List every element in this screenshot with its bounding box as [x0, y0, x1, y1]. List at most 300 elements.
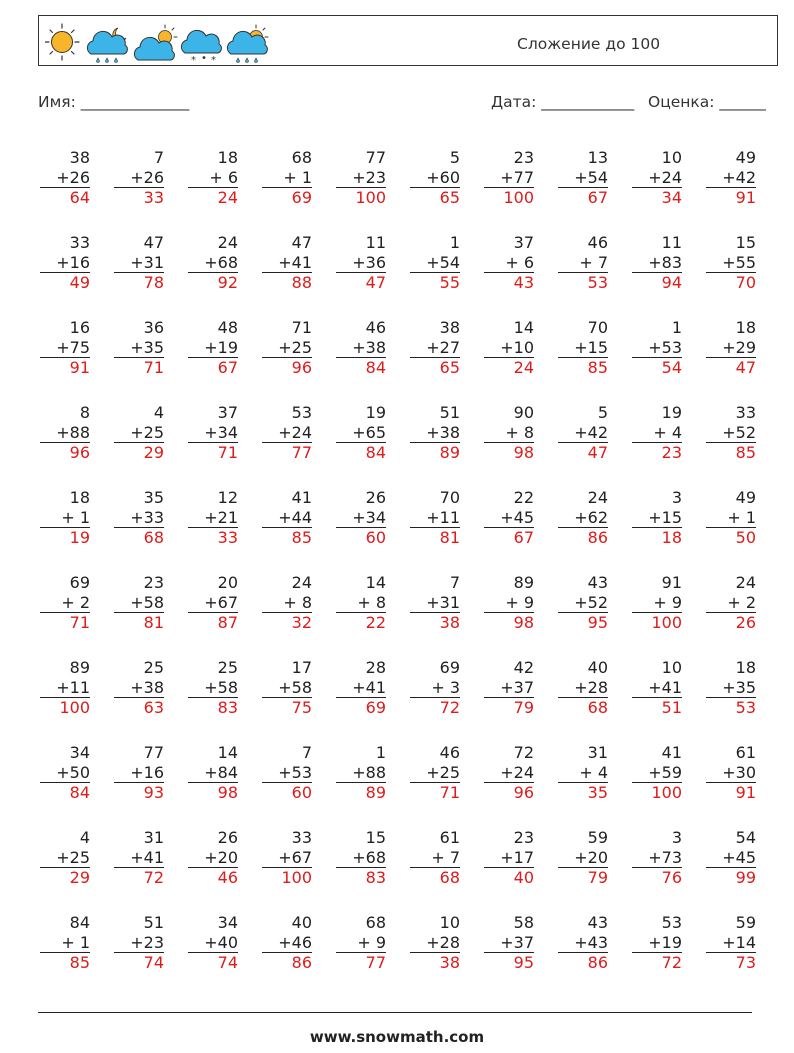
problem-answer[interactable]: 78: [143, 273, 164, 292]
problem-answer[interactable]: 29: [143, 443, 164, 462]
problem-addend-1: 14: [217, 743, 238, 762]
problem-addend-2: +15: [632, 508, 682, 529]
problem-addend-1: 31: [143, 828, 164, 847]
problem-addend-1: 10: [661, 148, 682, 167]
problem-addend-2: + 3: [410, 678, 460, 699]
addition-problem: [484, 828, 534, 888]
addition-problem: [410, 318, 460, 378]
problem-row: [40, 148, 766, 233]
cloud-sun-rain-icon-2: [227, 25, 268, 63]
problem-answer[interactable]: 79: [587, 868, 608, 887]
problem-answer[interactable]: 49: [69, 273, 90, 292]
problem-addend-1: 26: [217, 828, 238, 847]
problem-answer[interactable]: 91: [735, 783, 756, 802]
problem-answer[interactable]: 67: [217, 358, 238, 377]
problem-answer[interactable]: 100: [355, 188, 386, 207]
problem-addend-1: 5: [597, 403, 608, 422]
problem-answer[interactable]: 89: [365, 783, 386, 802]
addition-problem: [558, 488, 608, 548]
problem-answer[interactable]: 18: [661, 528, 682, 547]
problem-addend-1: 47: [291, 233, 312, 252]
addition-problem: [706, 913, 756, 973]
problem-answer[interactable]: 96: [69, 443, 90, 462]
addition-problem: [632, 743, 682, 803]
problem-addend-2: + 2: [40, 593, 90, 614]
addition-problem: [262, 233, 312, 293]
problem-addend-2: +31: [114, 253, 164, 274]
problem-answer[interactable]: 98: [513, 613, 534, 632]
problem-answer[interactable]: 22: [365, 613, 386, 632]
problem-addend-2: +25: [40, 848, 90, 869]
problem-answer[interactable]: 43: [513, 273, 534, 292]
problem-answer[interactable]: 85: [69, 953, 90, 972]
problem-addend-1: 3: [671, 488, 682, 507]
problem-addend-1: 15: [365, 828, 386, 847]
problem-answer[interactable]: 98: [217, 783, 238, 802]
problem-row: [40, 488, 766, 573]
problem-answer[interactable]: 86: [291, 953, 312, 972]
addition-problem: [114, 403, 164, 463]
problem-addend-2: +58: [114, 593, 164, 614]
problem-addend-2: +73: [632, 848, 682, 869]
problem-answer[interactable]: 95: [513, 953, 534, 972]
grade-field[interactable]: Оценка: ______: [648, 93, 766, 111]
problem-addend-1: 68: [291, 148, 312, 167]
addition-problem: [114, 573, 164, 633]
problem-addend-2: +17: [484, 848, 534, 869]
problem-answer[interactable]: 100: [281, 868, 312, 887]
problem-addend-2: + 4: [632, 423, 682, 444]
addition-problem: [336, 233, 386, 293]
problem-addend-1: 90: [513, 403, 534, 422]
problem-addend-1: 49: [735, 488, 756, 507]
addition-problem: [558, 658, 608, 718]
problem-addend-2: +68: [336, 848, 386, 869]
problem-answer[interactable]: 71: [217, 443, 238, 462]
problem-answer[interactable]: 79: [513, 698, 534, 717]
problem-answer[interactable]: 88: [291, 273, 312, 292]
problem-addend-1: 77: [143, 743, 164, 762]
problem-answer[interactable]: 85: [291, 528, 312, 547]
problem-answer[interactable]: 94: [661, 273, 682, 292]
problem-answer[interactable]: 72: [439, 698, 460, 717]
problem-addend-1: 46: [365, 318, 386, 337]
addition-problem: [484, 403, 534, 463]
problem-answer[interactable]: 84: [365, 358, 386, 377]
problem-addend-1: 12: [217, 488, 238, 507]
problem-answer[interactable]: 85: [735, 443, 756, 462]
problem-addend-2: +46: [262, 933, 312, 954]
problem-answer[interactable]: 47: [587, 443, 608, 462]
problem-answer[interactable]: 81: [439, 528, 460, 547]
addition-problem: [484, 148, 534, 208]
problem-addend-1: 25: [143, 658, 164, 677]
addition-problem: [188, 743, 238, 803]
problem-addend-1: 10: [439, 913, 460, 932]
problem-answer[interactable]: 100: [651, 613, 682, 632]
problem-answer[interactable]: 100: [503, 188, 534, 207]
addition-problem: [632, 318, 682, 378]
problem-answer[interactable]: 96: [513, 783, 534, 802]
problem-addend-1: 31: [587, 743, 608, 762]
problem-addend-1: 37: [217, 403, 238, 422]
problem-addend-1: 51: [143, 913, 164, 932]
problem-addend-2: + 9: [632, 593, 682, 614]
addition-problem: [40, 403, 90, 463]
problem-addend-1: 34: [217, 913, 238, 932]
problem-answer[interactable]: 71: [69, 613, 90, 632]
problem-answer[interactable]: 46: [217, 868, 238, 887]
addition-problem: [262, 318, 312, 378]
addition-problem: [188, 233, 238, 293]
problem-answer[interactable]: 67: [513, 528, 534, 547]
problem-answer[interactable]: 63: [143, 698, 164, 717]
problem-row: [40, 233, 766, 318]
addition-problem: [114, 828, 164, 888]
addition-problem: [558, 573, 608, 633]
problem-addend-2: +24: [262, 423, 312, 444]
problem-answer[interactable]: 19: [69, 528, 90, 547]
problem-answer[interactable]: 95: [587, 613, 608, 632]
addition-problem: [262, 573, 312, 633]
addition-problem: [706, 488, 756, 548]
problem-addend-1: 53: [661, 913, 682, 932]
problem-answer[interactable]: 26: [735, 613, 756, 632]
problem-addend-2: +28: [558, 678, 608, 699]
problem-answer[interactable]: 33: [143, 188, 164, 207]
problem-addend-1: 24: [735, 573, 756, 592]
problem-answer[interactable]: 50: [735, 528, 756, 547]
svg-text:*: *: [211, 55, 216, 64]
problem-row: [40, 573, 766, 658]
problem-answer[interactable]: 77: [365, 953, 386, 972]
problem-addend-1: 24: [291, 573, 312, 592]
addition-problem: [336, 658, 386, 718]
problem-answer[interactable]: 87: [217, 613, 238, 632]
problem-answer[interactable]: 55: [439, 273, 460, 292]
addition-problem: [336, 573, 386, 633]
problem-addend-2: +36: [336, 253, 386, 274]
addition-problem: [558, 403, 608, 463]
problem-answer[interactable]: 73: [735, 953, 756, 972]
problem-addend-1: 49: [735, 148, 756, 167]
problem-addend-1: 16: [69, 318, 90, 337]
addition-problem: [410, 233, 460, 293]
problem-addend-1: 36: [143, 318, 164, 337]
addition-problem: [410, 403, 460, 463]
problem-answer[interactable]: 68: [439, 868, 460, 887]
addition-problem: [484, 233, 534, 293]
problem-addend-1: 23: [513, 148, 534, 167]
problem-addend-2: +10: [484, 338, 534, 359]
problem-answer[interactable]: 72: [661, 953, 682, 972]
problem-addend-2: +44: [262, 508, 312, 529]
problem-addend-2: +88: [336, 763, 386, 784]
addition-problem: [188, 658, 238, 718]
problem-answer[interactable]: 68: [143, 528, 164, 547]
problem-answer[interactable]: 29: [69, 868, 90, 887]
addition-problem: [40, 573, 90, 633]
problem-addend-2: +25: [410, 763, 460, 784]
problem-addend-2: +41: [336, 678, 386, 699]
problem-row: [40, 913, 766, 998]
problem-answer[interactable]: 84: [365, 443, 386, 462]
problem-addend-2: +58: [262, 678, 312, 699]
problem-addend-2: + 8: [484, 423, 534, 444]
problem-answer[interactable]: 47: [735, 358, 756, 377]
problem-addend-1: 7: [153, 148, 164, 167]
problem-addend-2: + 4: [558, 763, 608, 784]
problem-answer[interactable]: 65: [439, 358, 460, 377]
problem-answer[interactable]: 47: [365, 273, 386, 292]
problem-addend-1: 33: [735, 403, 756, 422]
problem-addend-1: 19: [365, 403, 386, 422]
problem-addend-2: +23: [336, 168, 386, 189]
problem-addend-2: + 7: [410, 848, 460, 869]
problem-addend-1: 33: [69, 233, 90, 252]
sun-icon: [45, 24, 79, 60]
problem-addend-1: 18: [735, 658, 756, 677]
problem-addend-1: 18: [69, 488, 90, 507]
problem-answer[interactable]: 76: [661, 868, 682, 887]
addition-problem: [484, 488, 534, 548]
problem-answer[interactable]: 72: [143, 868, 164, 887]
addition-problem: [336, 743, 386, 803]
problem-answer[interactable]: 91: [69, 358, 90, 377]
problem-addend-1: 18: [217, 148, 238, 167]
addition-problem: [40, 658, 90, 718]
problem-addend-1: 61: [439, 828, 460, 847]
problem-answer[interactable]: 81: [143, 613, 164, 632]
problem-answer[interactable]: 100: [651, 783, 682, 802]
addition-problem: [558, 828, 608, 888]
problem-addend-1: 48: [217, 318, 238, 337]
addition-problem: [188, 573, 238, 633]
problem-addend-2: +42: [558, 423, 608, 444]
problem-answer[interactable]: 40: [513, 868, 534, 887]
addition-problem: [188, 148, 238, 208]
problem-addend-2: +40: [188, 933, 238, 954]
problem-addend-2: +19: [188, 338, 238, 359]
problem-answer[interactable]: 53: [735, 698, 756, 717]
problem-answer[interactable]: 71: [143, 358, 164, 377]
problem-addend-2: +29: [706, 338, 756, 359]
problem-answer[interactable]: 38: [439, 613, 460, 632]
problem-addend-2: +43: [558, 933, 608, 954]
problem-answer[interactable]: 69: [291, 188, 312, 207]
problem-answer[interactable]: 89: [439, 443, 460, 462]
problem-answer[interactable]: 77: [291, 443, 312, 462]
problem-addend-2: +88: [40, 423, 90, 444]
problem-answer[interactable]: 33: [217, 528, 238, 547]
problem-addend-1: 59: [587, 828, 608, 847]
problem-addend-1: 37: [513, 233, 534, 252]
problem-answer[interactable]: 92: [217, 273, 238, 292]
problem-answer[interactable]: 84: [69, 783, 90, 802]
problem-addend-1: 1: [449, 233, 460, 252]
problem-addend-1: 38: [439, 318, 460, 337]
addition-problem: [410, 488, 460, 548]
problem-answer[interactable]: 60: [291, 783, 312, 802]
addition-problem: [188, 488, 238, 548]
problem-answer[interactable]: 64: [69, 188, 90, 207]
problem-answer[interactable]: 86: [587, 953, 608, 972]
problem-addend-2: +34: [336, 508, 386, 529]
problem-addend-2: + 9: [484, 593, 534, 614]
problem-addend-2: +67: [262, 848, 312, 869]
problem-addend-1: 4: [153, 403, 164, 422]
problem-addend-1: 14: [365, 573, 386, 592]
problem-answer[interactable]: 23: [661, 443, 682, 462]
svg-text:•: •: [201, 53, 207, 64]
problem-row: [40, 318, 766, 403]
problem-answer[interactable]: 65: [439, 188, 460, 207]
addition-problem: [706, 743, 756, 803]
addition-problem: [262, 403, 312, 463]
problem-addend-1: 15: [735, 233, 756, 252]
addition-problem: [558, 318, 608, 378]
problem-addend-2: +16: [114, 763, 164, 784]
addition-problem: [114, 318, 164, 378]
addition-problem: [336, 913, 386, 973]
problem-addend-1: 11: [365, 233, 386, 252]
problem-addend-1: 1: [375, 743, 386, 762]
problem-answer[interactable]: 69: [365, 698, 386, 717]
problem-answer[interactable]: 53: [587, 273, 608, 292]
problem-addend-2: +38: [114, 678, 164, 699]
addition-problem: [262, 743, 312, 803]
problem-answer[interactable]: 91: [735, 188, 756, 207]
problem-addend-2: +62: [558, 508, 608, 529]
problem-answer[interactable]: 68: [587, 698, 608, 717]
problem-answer[interactable]: 86: [587, 528, 608, 547]
addition-problem: [114, 233, 164, 293]
problem-addend-2: +59: [632, 763, 682, 784]
problem-addend-1: 59: [735, 913, 756, 932]
addition-problem: [40, 233, 90, 293]
problem-answer[interactable]: 54: [661, 358, 682, 377]
problem-addend-1: 35: [143, 488, 164, 507]
addition-problem: [114, 148, 164, 208]
problem-answer[interactable]: 74: [143, 953, 164, 972]
addition-problem: [706, 403, 756, 463]
problem-addend-1: 5: [449, 148, 460, 167]
problem-addend-1: 68: [365, 913, 386, 932]
problem-answer[interactable]: 74: [217, 953, 238, 972]
problem-row: [40, 658, 766, 743]
problem-addend-1: 47: [143, 233, 164, 252]
problem-answer[interactable]: 67: [587, 188, 608, 207]
problem-addend-2: + 2: [706, 593, 756, 614]
problem-addend-1: 11: [661, 233, 682, 252]
addition-problem: [632, 488, 682, 548]
addition-problem: [188, 828, 238, 888]
problem-answer[interactable]: 99: [735, 868, 756, 887]
name-field[interactable]: Имя: ______________: [38, 93, 190, 111]
problem-answer[interactable]: 100: [59, 698, 90, 717]
problem-addend-2: +41: [114, 848, 164, 869]
problem-addend-2: + 1: [262, 168, 312, 189]
problem-addend-2: +25: [262, 338, 312, 359]
addition-problem: [188, 913, 238, 973]
addition-problem: [262, 913, 312, 973]
problem-addend-1: 17: [291, 658, 312, 677]
problem-answer[interactable]: 93: [143, 783, 164, 802]
problem-addend-2: + 9: [336, 933, 386, 954]
addition-problem: [410, 828, 460, 888]
problem-answer[interactable]: 70: [735, 273, 756, 292]
date-field[interactable]: Дата: ____________: [491, 93, 635, 111]
addition-problem: [632, 233, 682, 293]
problem-addend-1: 91: [661, 573, 682, 592]
problem-addend-2: +52: [558, 593, 608, 614]
cloud-sun-rain-icon: [87, 28, 127, 63]
addition-problem: [410, 658, 460, 718]
problem-answer[interactable]: 83: [217, 698, 238, 717]
addition-problem: [632, 828, 682, 888]
problem-answer[interactable]: 38: [439, 953, 460, 972]
problem-addend-1: 40: [587, 658, 608, 677]
problem-answer[interactable]: 98: [513, 443, 534, 462]
problem-addend-2: +38: [410, 423, 460, 444]
problem-answer[interactable]: 35: [587, 783, 608, 802]
problem-answer[interactable]: 34: [661, 188, 682, 207]
problem-addend-2: +24: [484, 763, 534, 784]
problem-addend-2: +58: [188, 678, 238, 699]
problem-addend-1: 70: [587, 318, 608, 337]
problem-addend-2: +45: [706, 848, 756, 869]
problem-answer[interactable]: 71: [439, 783, 460, 802]
addition-problem: [558, 233, 608, 293]
problem-addend-1: 1: [671, 318, 682, 337]
addition-problem: [188, 403, 238, 463]
problem-answer[interactable]: 85: [587, 358, 608, 377]
problem-addend-1: 70: [439, 488, 460, 507]
problem-answer[interactable]: 24: [217, 188, 238, 207]
problem-answer[interactable]: 96: [291, 358, 312, 377]
problem-addend-1: 24: [587, 488, 608, 507]
problem-addend-1: 53: [291, 403, 312, 422]
addition-problem: [632, 148, 682, 208]
problem-addend-1: 51: [439, 403, 460, 422]
problem-addend-2: + 8: [336, 593, 386, 614]
problem-addend-2: +11: [40, 678, 90, 699]
problem-addend-2: +54: [558, 168, 608, 189]
problem-answer[interactable]: 32: [291, 613, 312, 632]
problem-addend-2: +83: [632, 253, 682, 274]
problem-addend-2: +16: [40, 253, 90, 274]
problem-answer[interactable]: 51: [661, 698, 682, 717]
addition-problem: [706, 658, 756, 718]
problem-addend-1: 28: [365, 658, 386, 677]
problem-answer[interactable]: 83: [365, 868, 386, 887]
problem-addend-2: +20: [188, 848, 238, 869]
problem-addend-1: 23: [513, 828, 534, 847]
problem-addend-2: + 1: [40, 508, 90, 529]
problem-addend-1: 25: [217, 658, 238, 677]
problem-addend-2: +50: [40, 763, 90, 784]
problem-answer[interactable]: 24: [513, 358, 534, 377]
problem-addend-1: 69: [69, 573, 90, 592]
addition-problem: [114, 658, 164, 718]
problem-answer[interactable]: 75: [291, 698, 312, 717]
problem-addend-2: +30: [706, 763, 756, 784]
problem-addend-1: 42: [513, 658, 534, 677]
svg-text:*: *: [191, 55, 196, 64]
problem-answer[interactable]: 60: [365, 528, 386, 547]
problem-addend-2: +15: [558, 338, 608, 359]
addition-problem: [114, 488, 164, 548]
